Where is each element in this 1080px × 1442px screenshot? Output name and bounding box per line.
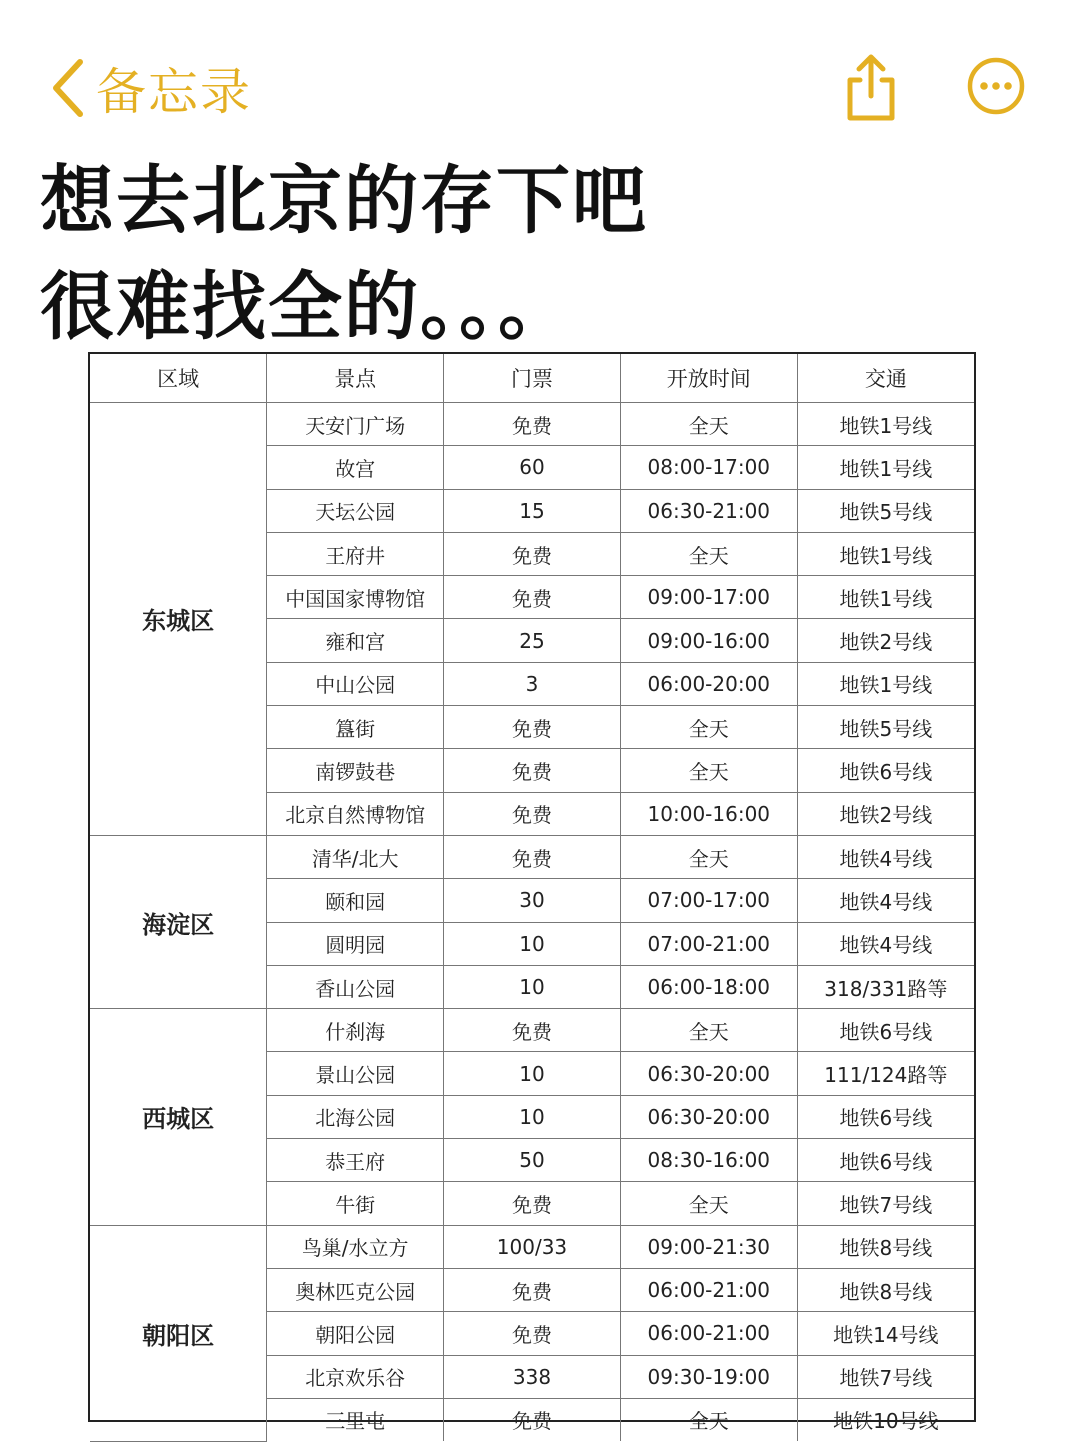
transport-cell: 318/331路等	[797, 965, 974, 1008]
attraction-cell: 雍和宫	[267, 619, 444, 662]
hours-cell: 10:00-16:00	[620, 792, 797, 835]
transport-cell: 地铁6号线	[797, 1009, 974, 1052]
ticket-cell: 25	[444, 619, 621, 662]
attraction-cell: 天坛公园	[267, 489, 444, 532]
table-row	[90, 835, 974, 878]
ticket-cell: 免费	[444, 1268, 621, 1311]
attraction-cell: 簋街	[267, 706, 444, 749]
more-button[interactable]	[966, 56, 1026, 116]
ticket-cell: 免费	[444, 576, 621, 619]
hours-cell: 全天	[620, 1182, 797, 1225]
note-title-line-2: 很难找全的。。。	[40, 264, 574, 350]
transport-cell: 地铁4号线	[797, 835, 974, 878]
hours-cell: 09:30-19:00	[620, 1355, 797, 1398]
transport-cell: 地铁7号线	[797, 1182, 974, 1225]
hours-cell: 09:00-17:00	[620, 576, 797, 619]
transport-cell: 地铁8号线	[797, 1225, 974, 1268]
transport-cell: 地铁1号线	[797, 662, 974, 705]
attraction-cell: 恭王府	[267, 1139, 444, 1182]
table-row	[90, 1009, 974, 1052]
ticket-cell: 免费	[444, 532, 621, 575]
district-cell: 东城区	[90, 403, 267, 836]
transport-cell: 地铁5号线	[797, 706, 974, 749]
hours-cell: 全天	[620, 1009, 797, 1052]
ticket-cell: 免费	[444, 1312, 621, 1355]
attraction-cell: 中国国家博物馆	[267, 576, 444, 619]
back-label: 备忘录	[96, 63, 252, 121]
attraction-cell: 牛街	[267, 1182, 444, 1225]
hours-cell: 07:00-17:00	[620, 879, 797, 922]
ticket-cell: 免费	[444, 835, 621, 878]
ticket-cell: 338	[444, 1355, 621, 1398]
hours-cell: 全天	[620, 403, 797, 446]
attraction-cell: 故宫	[267, 446, 444, 489]
transport-cell: 地铁8号线	[797, 1268, 974, 1311]
attraction-cell: 鸟巢/水立方	[267, 1225, 444, 1268]
ticket-cell: 10	[444, 1095, 621, 1138]
attraction-cell: 天安门广场	[267, 403, 444, 446]
transport-cell: 地铁1号线	[797, 576, 974, 619]
ticket-cell: 100/33	[444, 1225, 621, 1268]
hours-cell: 06:00-18:00	[620, 965, 797, 1008]
ticket-cell: 15	[444, 489, 621, 532]
ticket-cell: 免费	[444, 706, 621, 749]
ticket-cell: 10	[444, 922, 621, 965]
ticket-cell: 3	[444, 662, 621, 705]
hours-cell: 08:00-17:00	[620, 446, 797, 489]
attraction-cell: 奥林匹克公园	[267, 1268, 444, 1311]
transport-cell: 地铁6号线	[797, 1139, 974, 1182]
table-row	[90, 1225, 974, 1268]
hours-cell: 06:30-21:00	[620, 489, 797, 532]
hours-cell: 08:30-16:00	[620, 1139, 797, 1182]
ticket-cell: 免费	[444, 792, 621, 835]
ticket-cell: 50	[444, 1139, 621, 1182]
hours-cell: 全天	[620, 749, 797, 792]
transport-cell: 地铁7号线	[797, 1355, 974, 1398]
hours-cell: 全天	[620, 532, 797, 575]
table-row	[90, 403, 974, 446]
ticket-cell: 免费	[444, 403, 621, 446]
share-icon	[838, 52, 904, 124]
transport-cell: 地铁6号线	[797, 749, 974, 792]
attraction-cell: 香山公园	[267, 965, 444, 1008]
transport-cell: 地铁2号线	[797, 792, 974, 835]
table-body	[90, 403, 974, 1442]
ticket-cell: 免费	[444, 1009, 621, 1052]
attraction-cell: 王府井	[267, 532, 444, 575]
note-title-line-1: 想去北京的存下吧	[40, 158, 648, 244]
header-transport: 交通	[797, 354, 974, 403]
back-button[interactable]	[50, 52, 252, 124]
transport-cell: 地铁1号线	[797, 446, 974, 489]
table-header-row	[90, 354, 974, 403]
hours-cell: 07:00-21:00	[620, 922, 797, 965]
hours-cell: 09:00-21:30	[620, 1225, 797, 1268]
transport-cell: 地铁14号线	[797, 1312, 974, 1355]
ticket-cell: 免费	[444, 1398, 621, 1441]
hours-cell: 09:00-16:00	[620, 619, 797, 662]
attraction-cell: 南锣鼓巷	[267, 749, 444, 792]
header-ticket: 门票	[444, 354, 621, 403]
attraction-cell: 北海公园	[267, 1095, 444, 1138]
transport-cell: 地铁6号线	[797, 1095, 974, 1138]
hours-cell: 06:00-21:00	[620, 1268, 797, 1311]
attraction-cell: 颐和园	[267, 879, 444, 922]
note-title[interactable]	[40, 148, 1040, 360]
attraction-cell: 什刹海	[267, 1009, 444, 1052]
chevron-left-icon	[50, 58, 86, 118]
transport-cell: 地铁1号线	[797, 532, 974, 575]
attraction-cell: 清华/北大	[267, 835, 444, 878]
hours-cell: 06:00-21:00	[620, 1312, 797, 1355]
ticket-cell: 免费	[444, 749, 621, 792]
ticket-cell: 10	[444, 1052, 621, 1095]
transport-cell: 地铁5号线	[797, 489, 974, 532]
transport-cell: 地铁4号线	[797, 879, 974, 922]
district-cell: 海淀区	[90, 835, 267, 1008]
header-district: 区域	[90, 354, 267, 403]
hours-cell: 06:00-20:00	[620, 662, 797, 705]
transport-cell: 地铁10号线	[797, 1398, 974, 1441]
ticket-cell: 免费	[444, 1182, 621, 1225]
attraction-cell: 北京自然博物馆	[267, 792, 444, 835]
transport-cell: 地铁4号线	[797, 922, 974, 965]
hours-cell: 全天	[620, 835, 797, 878]
hours-cell: 06:30-20:00	[620, 1052, 797, 1095]
attraction-cell: 景山公园	[267, 1052, 444, 1095]
transport-cell: 地铁2号线	[797, 619, 974, 662]
hours-cell: 全天	[620, 706, 797, 749]
hours-cell: 全天	[620, 1398, 797, 1441]
share-button[interactable]	[838, 52, 904, 124]
attraction-cell: 朝阳公园	[267, 1312, 444, 1355]
attractions-table	[90, 354, 974, 1442]
header-attraction: 景点	[267, 354, 444, 403]
attraction-cell: 三里屯	[267, 1398, 444, 1441]
attractions-table-image	[88, 352, 976, 1434]
header-hours: 开放时间	[620, 354, 797, 403]
attraction-cell: 圆明园	[267, 922, 444, 965]
ticket-cell: 30	[444, 879, 621, 922]
ticket-cell: 10	[444, 965, 621, 1008]
district-cell: 西城区	[90, 1009, 267, 1225]
hours-cell: 06:30-20:00	[620, 1095, 797, 1138]
navigation-bar	[0, 0, 1080, 150]
attraction-cell: 北京欢乐谷	[267, 1355, 444, 1398]
attraction-cell: 中山公园	[267, 662, 444, 705]
transport-cell: 111/124路等	[797, 1052, 974, 1095]
transport-cell: 地铁1号线	[797, 403, 974, 446]
district-cell: 朝阳区	[90, 1225, 267, 1441]
more-icon	[966, 56, 1026, 116]
ticket-cell: 60	[444, 446, 621, 489]
